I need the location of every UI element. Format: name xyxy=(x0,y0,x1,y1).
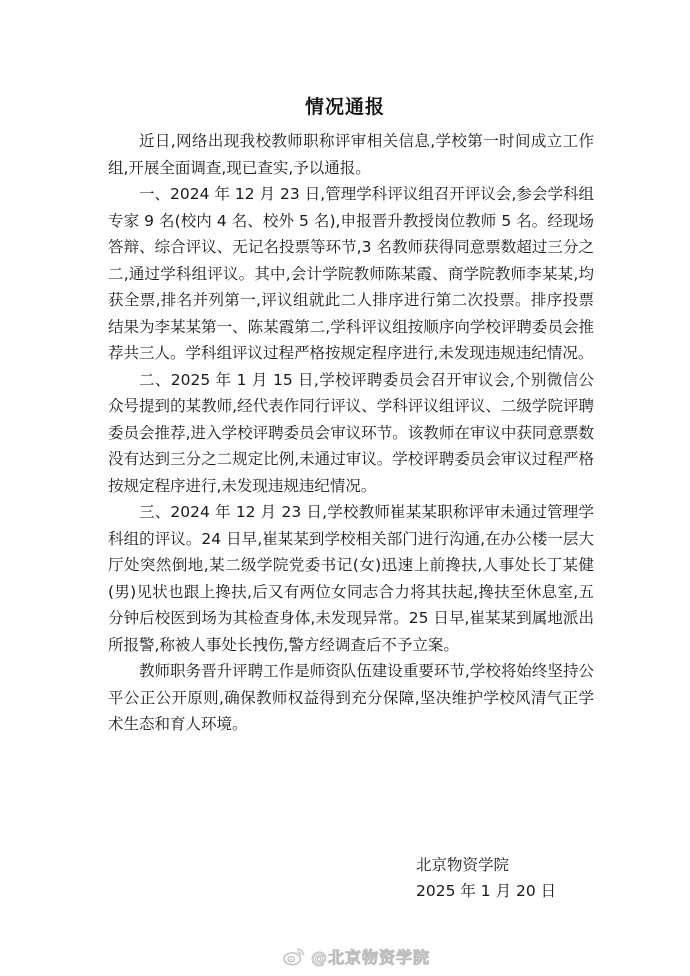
signature-organization: 北京物资学院 xyxy=(416,856,510,874)
paragraph-item-three: 三、2024 年 12 月 23 日,学校教师崔某某职称评审未通过管理学科组的评议。24 日早,崔某某到学校相关部门进行沟通,在办公楼一层大厅处突然倒地,某二级学院党委书记(女)迅速上前搀扶,人事处长丁某健(男)见状也跟上搀扶,后又有两位女同志合力将其扶起,搀扶至休息室,五分钟后校医到场为其检查身体,未发现异常。25 日早,崔某某到属地派出所报警,称被人事处长拽伤,警方经调查后不予立案。 xyxy=(108,503,594,654)
document-title: 情况通报 xyxy=(304,96,385,118)
signature-date: 2025 年 1 月 20 日 xyxy=(416,882,557,900)
watermark-text: @北京物资学院 xyxy=(311,947,431,967)
paragraph-conclusion: 教师职务晋升评聘工作是师资队伍建设重要环节,学校将始终坚持公平公正公开原则,确保教师权益得到充分保障,坚决维护学校风清气正学术生态和育人环境。 xyxy=(108,662,594,733)
paragraph-item-one: 一、2024 年 12 月 23 日,管理学科评议组召开评议会,参会学科组专家 9 名(校内 4 名、校外 5 名),申报晋升教授岗位教师 5 名。经现场答辩、综合评议、无记名投票等环节,3 名教师获得同意票数超过三分之二,通过学科组评议。其中,会计学院教师陈某霞、商学院教师李某某,均获全票,排名并列第一,评议组就此二人排序进行第二次投票。排序投票结果为李某某第一、陈某霞第二,学科评议组按顺序向学校评聘委员会推荐共三人。学科组评议过程严格按规定程序进行,未发现违规违纪情况。 xyxy=(108,185,594,362)
paragraph-item-two: 二、2025 年 1 月 15 日,学校评聘委员会召开审议会,个别微信公众号提到的某教师,经代表作同行评议、学科评议组评议、二级学院评聘委员会推荐,进入学校评聘委员会审议环节。该教师在审议中获同意票数没有达到三分之二规定比例,未通过审议。学校评聘委员会审议过程严格按规定程序进行,未发现违规违纪情况。 xyxy=(108,370,594,495)
weibo-watermark xyxy=(283,944,430,968)
document-body xyxy=(108,128,594,738)
signature-block xyxy=(416,852,616,904)
paragraph-intro: 近日,网络出现我校教师职称评审相关信息,学校第一时间成立工作组,开展全面调查,现已查实,予以通报。 xyxy=(108,132,594,177)
weibo-logo-icon xyxy=(283,946,305,966)
